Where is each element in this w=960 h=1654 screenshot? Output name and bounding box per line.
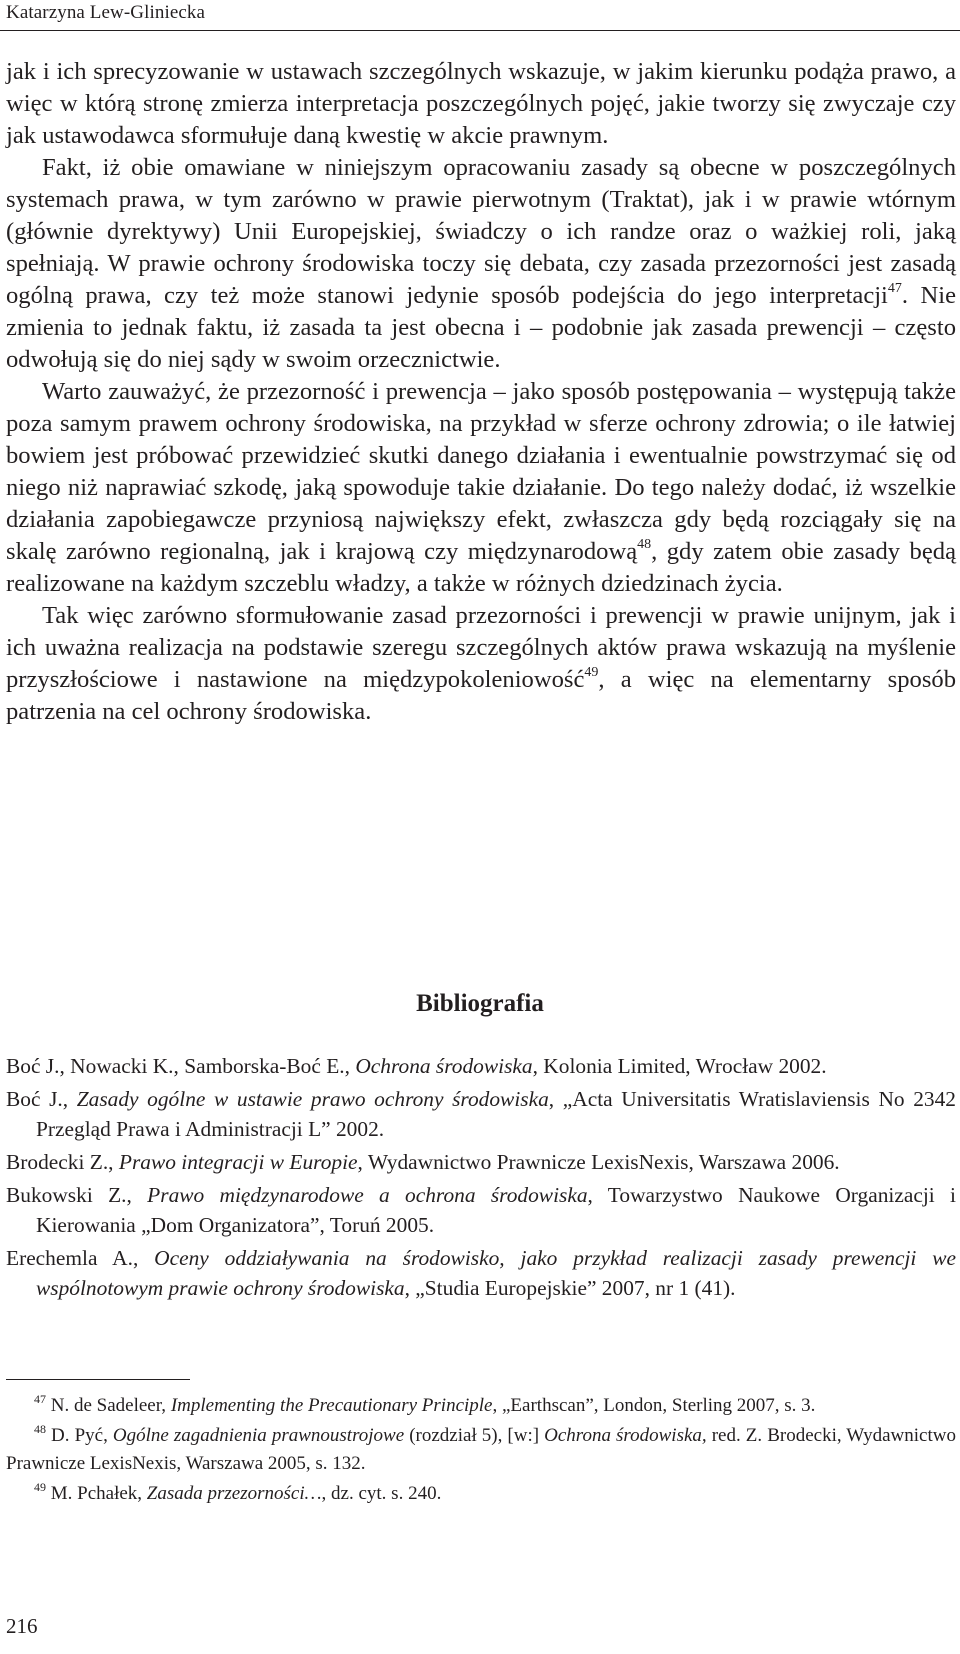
entry-publication: , Towarzystwo Naukowe Organizacji i Kierowania „Dom Organizatora”, Toruń 2005.	[36, 1183, 956, 1237]
body-text	[6, 56, 956, 728]
footnote-number: 49	[34, 1479, 46, 1494]
footnote-ref-47[interactable]: 47	[887, 280, 902, 296]
footnotes-list	[6, 1392, 956, 1510]
footnote-47	[6, 1392, 956, 1420]
entry-publication: , Wydawnictwo Prawnicze LexisNexis, Warszawa 2006.	[357, 1150, 840, 1174]
paragraph-2	[6, 152, 956, 376]
entry-author: Erechemla A.,	[6, 1246, 155, 1270]
entry-author: Brodecki Z.,	[6, 1150, 119, 1174]
footnote-author: D. Pyć,	[46, 1425, 113, 1446]
footnote-publication: , „Earthscan”, London, Sterling 2007, s. 3.	[492, 1395, 816, 1416]
paragraph-3-text-a: Warto zauważyć, że przezorność i prewencja – jako sposób postępowania – występują także poza samym prawem ochrony środowiska, na przykład w sferze ochrony zdrowia; o ile łatwiej bowiem jest próbować przewidzieć skutki danego działania i ewentualnie powstrzymać się od niego niż naprawiać szkodę, jaką spowoduje takie działanie. Do tego należy dodać, iż wszelkie działania zapobiegawcze przyniosą największy efekt, zwłaszcza gdy będą rozciągały się na skalę zarówno regionalną, jak i krajową czy międzynarodową	[6, 378, 956, 565]
footnote-number: 47	[34, 1391, 46, 1406]
footnote-book-title: Ochrona środowiska,	[544, 1425, 707, 1446]
bibliography-heading: Bibliografia	[416, 990, 544, 1017]
paragraph-2-text-b: . Nie zmienia to jednak faktu, iż zasada ta jest obecna i – podobnie jak zasada prewencji – często odwołują się do niej sądy w swoim orzecznictwie.	[6, 282, 957, 373]
bibliography-entry	[6, 1051, 956, 1081]
entry-author: Bukowski Z.,	[6, 1183, 148, 1207]
page-number: 216	[6, 1614, 38, 1638]
entry-title: Ochrona środowiska	[355, 1054, 533, 1078]
footnote-number: 48	[34, 1421, 46, 1436]
bibliography-entry	[6, 1243, 956, 1303]
paragraph-1	[6, 56, 956, 152]
footnote-48	[6, 1422, 956, 1478]
paragraph-3	[6, 376, 956, 600]
paragraph-2-text-a: Fakt, iż obie omawiane w niniejszym opracowaniu zasady są obecne w poszczególnych systemach prawa, w tym zarówno w prawie pierwotnym (Traktat), jak i w prawie wtórnym (głównie dyrektywy) Unii Europejskiej, świadczy o ich randze oraz o ważkiej roli, jaką spełniają. W prawie ochrony środowiska toczy się debata, czy zasada przezorności jest zasadą ogólną prawa, czy też może stanowi jedynie sposób podejścia do jego interpretacji	[6, 154, 956, 309]
footnote-author: M. Pchałek,	[46, 1483, 147, 1504]
paragraph-1-text: jak i ich sprecyzowanie w ustawach szczególnych wskazuje, w jakim kierunku podąża prawo, a więc w którą stronę zmierza interpretacja poszczególnych pojęć, jakie tworzy się zwyczaje czy jak ustawodawca sformułuje daną kwestię w akcie prawnym.	[6, 58, 956, 149]
paragraph-4-text-a: Tak więc zarówno sformułowanie zasad przezorności i prewencji w prawie unijnym, jak i ich uważna realizacja na podstawie szeregu szczególnych aktów prawa wskazują na myślenie przyszłościowe i nastawione na międzypokoleniowość	[6, 602, 956, 693]
footnote-chapter: (rozdział 5), [w:]	[404, 1425, 545, 1446]
bibliography-entry	[6, 1180, 956, 1240]
entry-title: Oceny oddziaływania na środowisko, jako przykład realizacji zasady prewencji we wspólnotowym prawie ochrony środowiska	[36, 1246, 956, 1300]
entry-title: Prawo międzynarodowe a ochrona środowiska	[147, 1183, 588, 1207]
bibliography-list	[6, 1051, 956, 1306]
entry-title: Zasady ogólne w ustawie prawo ochrony środowiska	[76, 1087, 549, 1111]
footnote-publication: red. Z. Brodecki, Wydawnictwo Prawnicze LexisNexis, Warszawa 2005, s. 132.	[6, 1425, 956, 1474]
footnote-author: N. de Sadeleer,	[46, 1395, 171, 1416]
header-rule	[0, 30, 960, 31]
bibliography-entry	[6, 1147, 956, 1177]
footnote-ref-49[interactable]: 49	[584, 664, 599, 680]
entry-publication: , Kolonia Limited, Wrocław 2002.	[532, 1054, 827, 1078]
entry-title: Prawo integracji w Europie	[118, 1150, 358, 1174]
paragraph-4	[6, 600, 956, 728]
footnote-49	[6, 1480, 956, 1508]
paragraph-3-text-b: , gdy zatem obie zasady będą realizowane na każdym szczeblu władzy, a także w różnych dziedzinach życia.	[6, 538, 956, 597]
footnote-title: Zasada przezorności…	[146, 1483, 322, 1504]
entry-author: Boć J.,	[6, 1087, 77, 1111]
entry-publication: , „Studia Europejskie” 2007, nr 1 (41).	[404, 1276, 736, 1300]
paragraph-4-text-b: , a więc na elementarny sposób patrzenia na cel ochrony środowiska.	[6, 666, 956, 725]
running-header-author: Katarzyna Lew-Gliniecka	[6, 2, 206, 23]
footnote-title: Ogólne zagadnienia prawnoustrojowe	[112, 1425, 405, 1446]
footnote-publication: , dz. cyt. s. 240.	[321, 1483, 442, 1504]
footnote-title: Implementing the Precautionary Principle	[170, 1395, 493, 1416]
entry-publication: , „Acta Universitatis Wratislaviensis No 2342 Przegląd Prawa i Administracji L” 2002.	[36, 1087, 956, 1141]
bibliography-entry	[6, 1084, 956, 1144]
entry-author: Boć J., Nowacki K., Samborska-Boć E.,	[6, 1054, 356, 1078]
footnote-separator	[6, 1379, 190, 1380]
footnote-ref-48[interactable]: 48	[637, 536, 652, 552]
